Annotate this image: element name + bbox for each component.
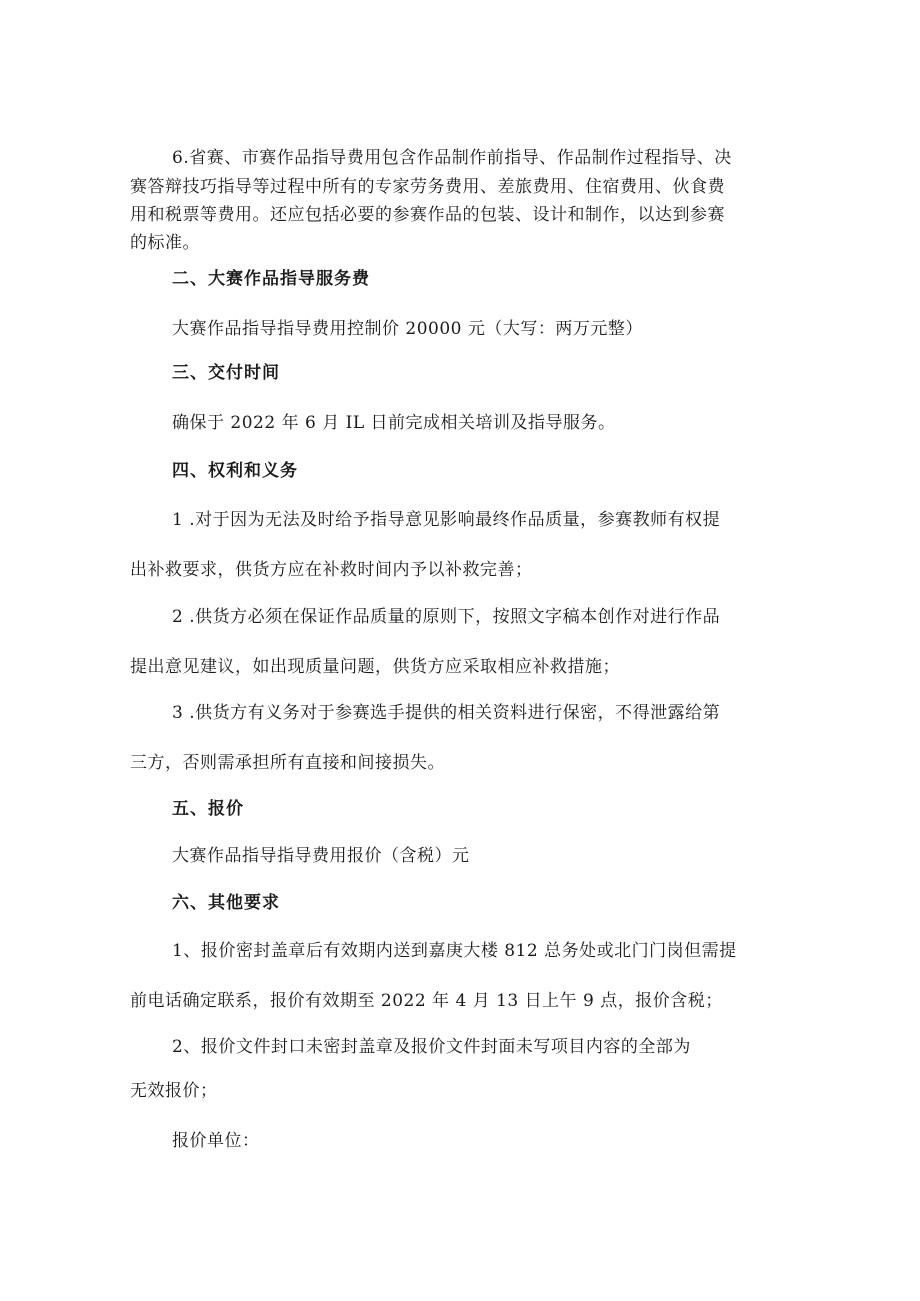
section6-heading: 六、其他要求	[172, 893, 280, 913]
section4-item2-line2: 提出意见建议，如出现质量问题，供货方应采取相应补救措施；	[130, 657, 620, 677]
section3-text: 确保于 2022 年 6 月 IL 日前完成相关培训及指导服务。	[172, 413, 616, 433]
section6-item2-line1: 2、报价文件封口未密封盖章及报价文件封面未写项目内容的全部为	[172, 1037, 691, 1057]
section2-text: 大赛作品指导指导费用控制价 20000 元（大写：两万元整）	[172, 319, 643, 339]
item6-line1: 6.省赛、市赛作品指导费用包含作品制作前指导、作品制作过程指导、决	[172, 148, 732, 168]
item6-line3: 用和税票等费用。还应包括必要的参赛作品的包装、设计和制作，以达到参赛	[130, 205, 725, 225]
item6-line4: 的标准。	[130, 233, 200, 253]
section4-item1-line2: 出补救要求，供货方应在补救时间内予以补救完善；	[130, 560, 533, 580]
section6-item2-line2: 无效报价；	[130, 1081, 218, 1101]
section4-item3-line2: 三方，否则需承担所有直接和间接损失。	[130, 753, 445, 773]
section4-item2-line1: 2 .供货方必须在保证作品质量的原则下，按照文字稿本创作对进行作品	[172, 607, 721, 627]
section5-text: 大赛作品指导指导费用报价（含税）元	[172, 846, 470, 866]
item6-line2: 赛答辩技巧指导等过程中所有的专家劳务费用、差旅费用、住宿费用、伙食费	[130, 177, 725, 197]
section4-item3-line1: 3 .供货方有义务对于参赛选手提供的相关资料进行保密，不得泄露给第	[172, 703, 721, 723]
section4-item1-line1: 1 .对于因为无法及时给予指导意见影响最终作品质量，参赛教师有权提	[172, 510, 721, 530]
section6-item1-line1: 1、报价密封盖章后有效期内送到嘉庚大楼 812 总务处或北门门岗但需提	[172, 941, 737, 961]
section3-heading: 三、交付时间	[172, 363, 280, 383]
section5-heading: 五、报价	[172, 799, 244, 819]
section4-heading: 四、权利和义务	[172, 461, 298, 481]
section6-item1-line2: 前电话确定联系，报价有效期至 2022 年 4 月 13 日上午 9 点，报价含税；	[130, 991, 723, 1011]
section2-heading: 二、大赛作品指导服务费	[172, 269, 370, 289]
signature-label: 报价单位：	[172, 1131, 260, 1151]
